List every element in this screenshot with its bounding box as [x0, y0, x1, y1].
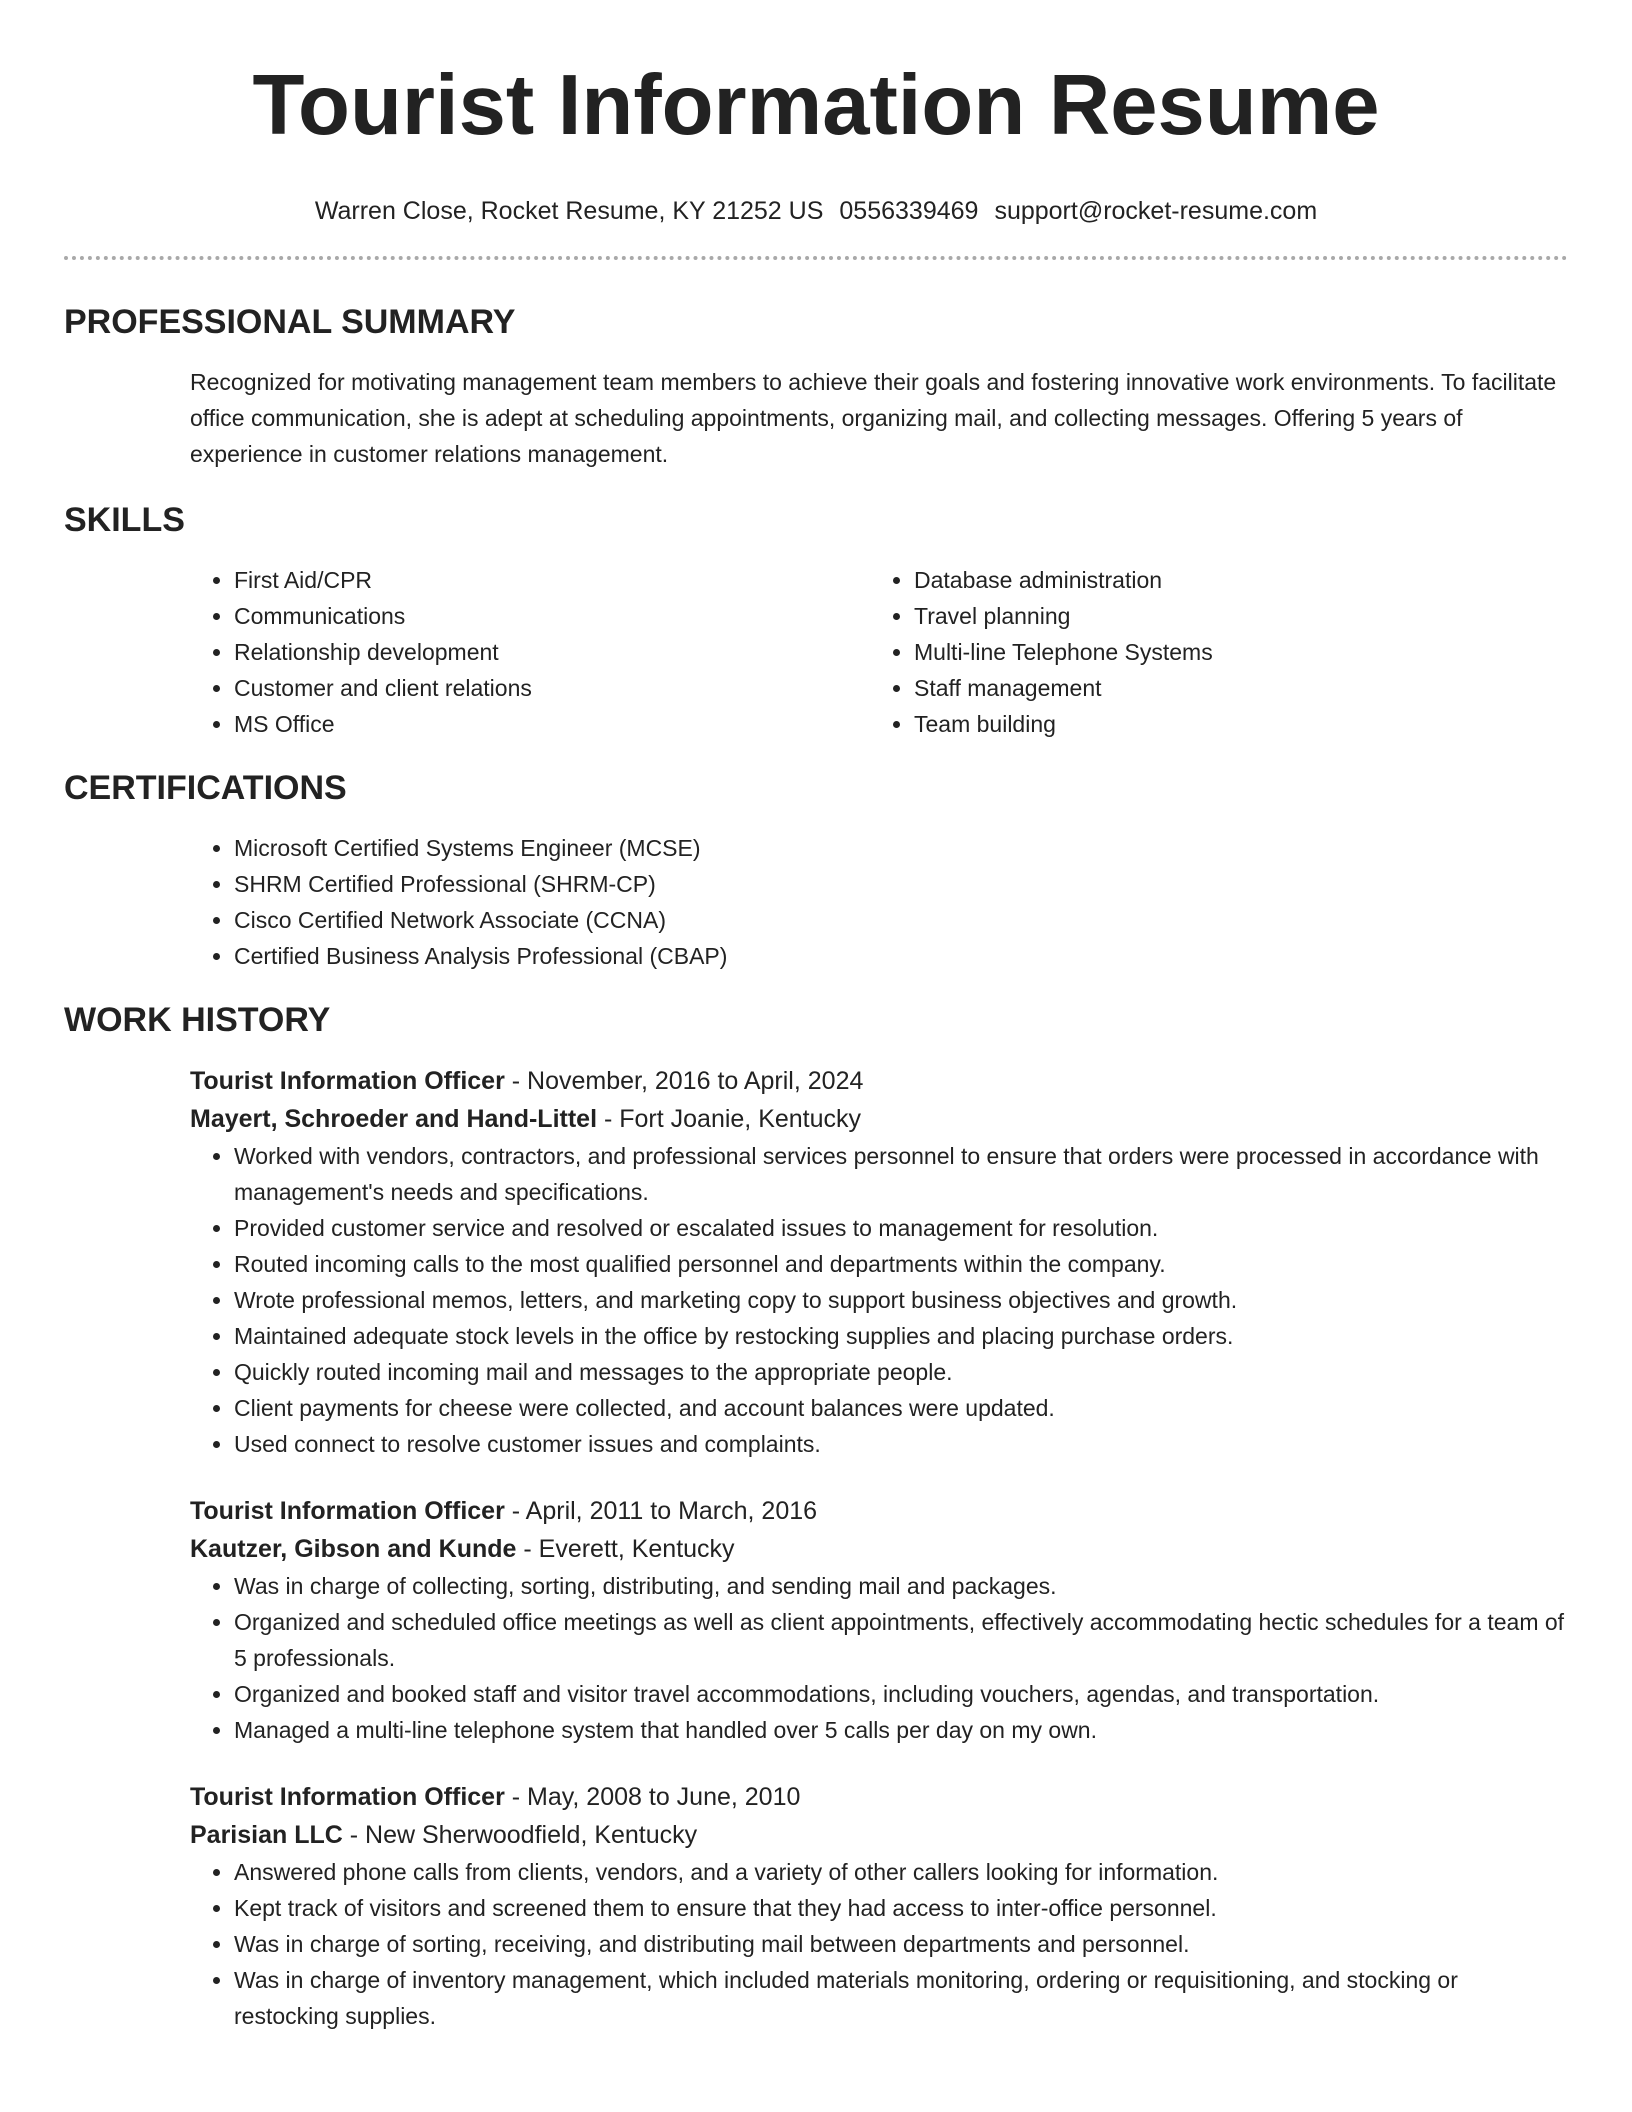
job-entry [190, 1062, 1568, 1462]
job-duty: • Organized and scheduled office meetings as well as client appointments, effectively accommodating hectic schedules for a team of 5 professionals. [234, 1604, 1568, 1676]
skill-item: • MS Office [234, 706, 870, 742]
job-duties-list [190, 1138, 1568, 1462]
resume-title: Tourist Information Resume [252, 58, 1380, 153]
certification-item: • Certified Business Analysis Professional (CBAP) [234, 938, 1568, 974]
skill-item: • Team building [914, 706, 1550, 742]
contact-line [64, 194, 1568, 228]
job-entry [190, 1492, 1568, 1748]
job-title-line [190, 1062, 1568, 1100]
skills-list-right [870, 562, 1550, 742]
summary-text: Recognized for motivating management team members to achieve their goals and fostering innovative work environments. To facilitate office communication, she is adept at scheduling appointments, organizing mail, and collecting messages. Offering 5 years of experience in customer relations management. [190, 369, 1557, 467]
job-title: Tourist Information Officer [190, 1067, 505, 1095]
job-dates: - May, 2008 to June, 2010 [504, 1783, 801, 1811]
certifications-section [190, 830, 1568, 974]
header-divider [64, 256, 1568, 260]
certification-item: • SHRM Certified Professional (SHRM-CP) [234, 866, 1568, 902]
skill-item: • Communications [234, 598, 870, 634]
skill-item: • Staff management [914, 670, 1550, 706]
summary-section [190, 364, 1568, 472]
certification-item: • Cisco Certified Network Associate (CCNA) [234, 902, 1568, 938]
skill-item: • Multi-line Telephone Systems [914, 634, 1550, 670]
section-heading-summary: PROFESSIONAL SUMMARY [64, 303, 516, 341]
job-title: Tourist Information Officer [190, 1497, 505, 1525]
skill-item: • Travel planning [914, 598, 1550, 634]
skills-list-left [190, 562, 870, 742]
skill-item: • Relationship development [234, 634, 870, 670]
work-history-section [190, 1062, 1568, 2034]
job-dates: - November, 2016 to April, 2024 [504, 1067, 864, 1095]
job-duty: • Provided customer service and resolved or escalated issues to management for resolution. [234, 1210, 1568, 1246]
job-company-line [190, 1816, 1568, 1854]
skill-item: • Customer and client relations [234, 670, 870, 706]
job-duties-list [190, 1568, 1568, 1748]
job-duty: • Kept track of visitors and screened them to ensure that they had access to inter-office personnel. [234, 1890, 1568, 1926]
certification-item: • Microsoft Certified Systems Engineer (MCSE) [234, 830, 1568, 866]
job-duty: • Was in charge of sorting, receiving, and distributing mail between departments and personnel. [234, 1926, 1568, 1962]
contact-address: Warren Close, Rocket Resume, KY 21252 US [314, 197, 824, 225]
job-duty: • Organized and booked staff and visitor travel accommodations, including vouchers, agendas, and transportation. [234, 1676, 1568, 1712]
job-duty: • Wrote professional memos, letters, and marketing copy to support business objectives and growth. [234, 1282, 1568, 1318]
job-duty: • Maintained adequate stock levels in the office by restocking supplies and placing purchase orders. [234, 1318, 1568, 1354]
job-duty: • Quickly routed incoming mail and messages to the appropriate people. [234, 1354, 1568, 1390]
job-title-line [190, 1492, 1568, 1530]
job-duty: • Answered phone calls from clients, vendors, and a variety of other callers looking for information. [234, 1854, 1568, 1890]
skill-item: • First Aid/CPR [234, 562, 870, 598]
skill-item: • Database administration [914, 562, 1550, 598]
job-company: Kautzer, Gibson and Kunde [190, 1535, 517, 1563]
resume-page [64, 0, 1568, 2034]
job-entry [190, 1778, 1568, 2034]
job-duty: • Routed incoming calls to the most qualified personnel and departments within the company. [234, 1246, 1568, 1282]
job-company: Mayert, Schroeder and Hand-Littel [190, 1105, 598, 1133]
section-heading-skills: SKILLS [64, 501, 185, 539]
job-dates: - April, 2011 to March, 2016 [504, 1497, 818, 1525]
job-company-line [190, 1530, 1568, 1568]
job-duty: • Managed a multi-line telephone system that handled over 5 calls per day on my own. [234, 1712, 1568, 1748]
job-duties-list [190, 1854, 1568, 2034]
contact-phone: 0556339469 [839, 197, 979, 225]
job-company: Parisian LLC [190, 1821, 343, 1849]
job-duty: • Was in charge of inventory management, which included materials monitoring, ordering or requisitioning, and stocking or restocking supplies. [234, 1962, 1568, 2034]
skills-column-right [870, 562, 1550, 742]
job-duty: • Worked with vendors, contractors, and professional services personnel to ensure that orders were processed in accordance with management's needs and specifications. [234, 1138, 1568, 1210]
section-heading-certifications: CERTIFICATIONS [64, 769, 347, 807]
job-company-line [190, 1100, 1568, 1138]
job-location: - Everett, Kentucky [516, 1535, 735, 1563]
skills-section [190, 562, 1568, 742]
job-location: - Fort Joanie, Kentucky [597, 1105, 862, 1133]
job-duty: • Was in charge of collecting, sorting, distributing, and sending mail and packages. [234, 1568, 1568, 1604]
job-title-line [190, 1778, 1568, 1816]
section-heading-work-history: WORK HISTORY [64, 1001, 331, 1039]
contact-email: support@rocket-resume.com [994, 197, 1318, 225]
certifications-list [190, 830, 1568, 974]
job-title: Tourist Information Officer [190, 1783, 505, 1811]
job-duty: • Used connect to resolve customer issues and complaints. [234, 1426, 1568, 1462]
job-duty: • Client payments for cheese were collected, and account balances were updated. [234, 1390, 1568, 1426]
job-location: - New Sherwoodfield, Kentucky [342, 1821, 698, 1849]
skills-column-left [190, 562, 870, 742]
